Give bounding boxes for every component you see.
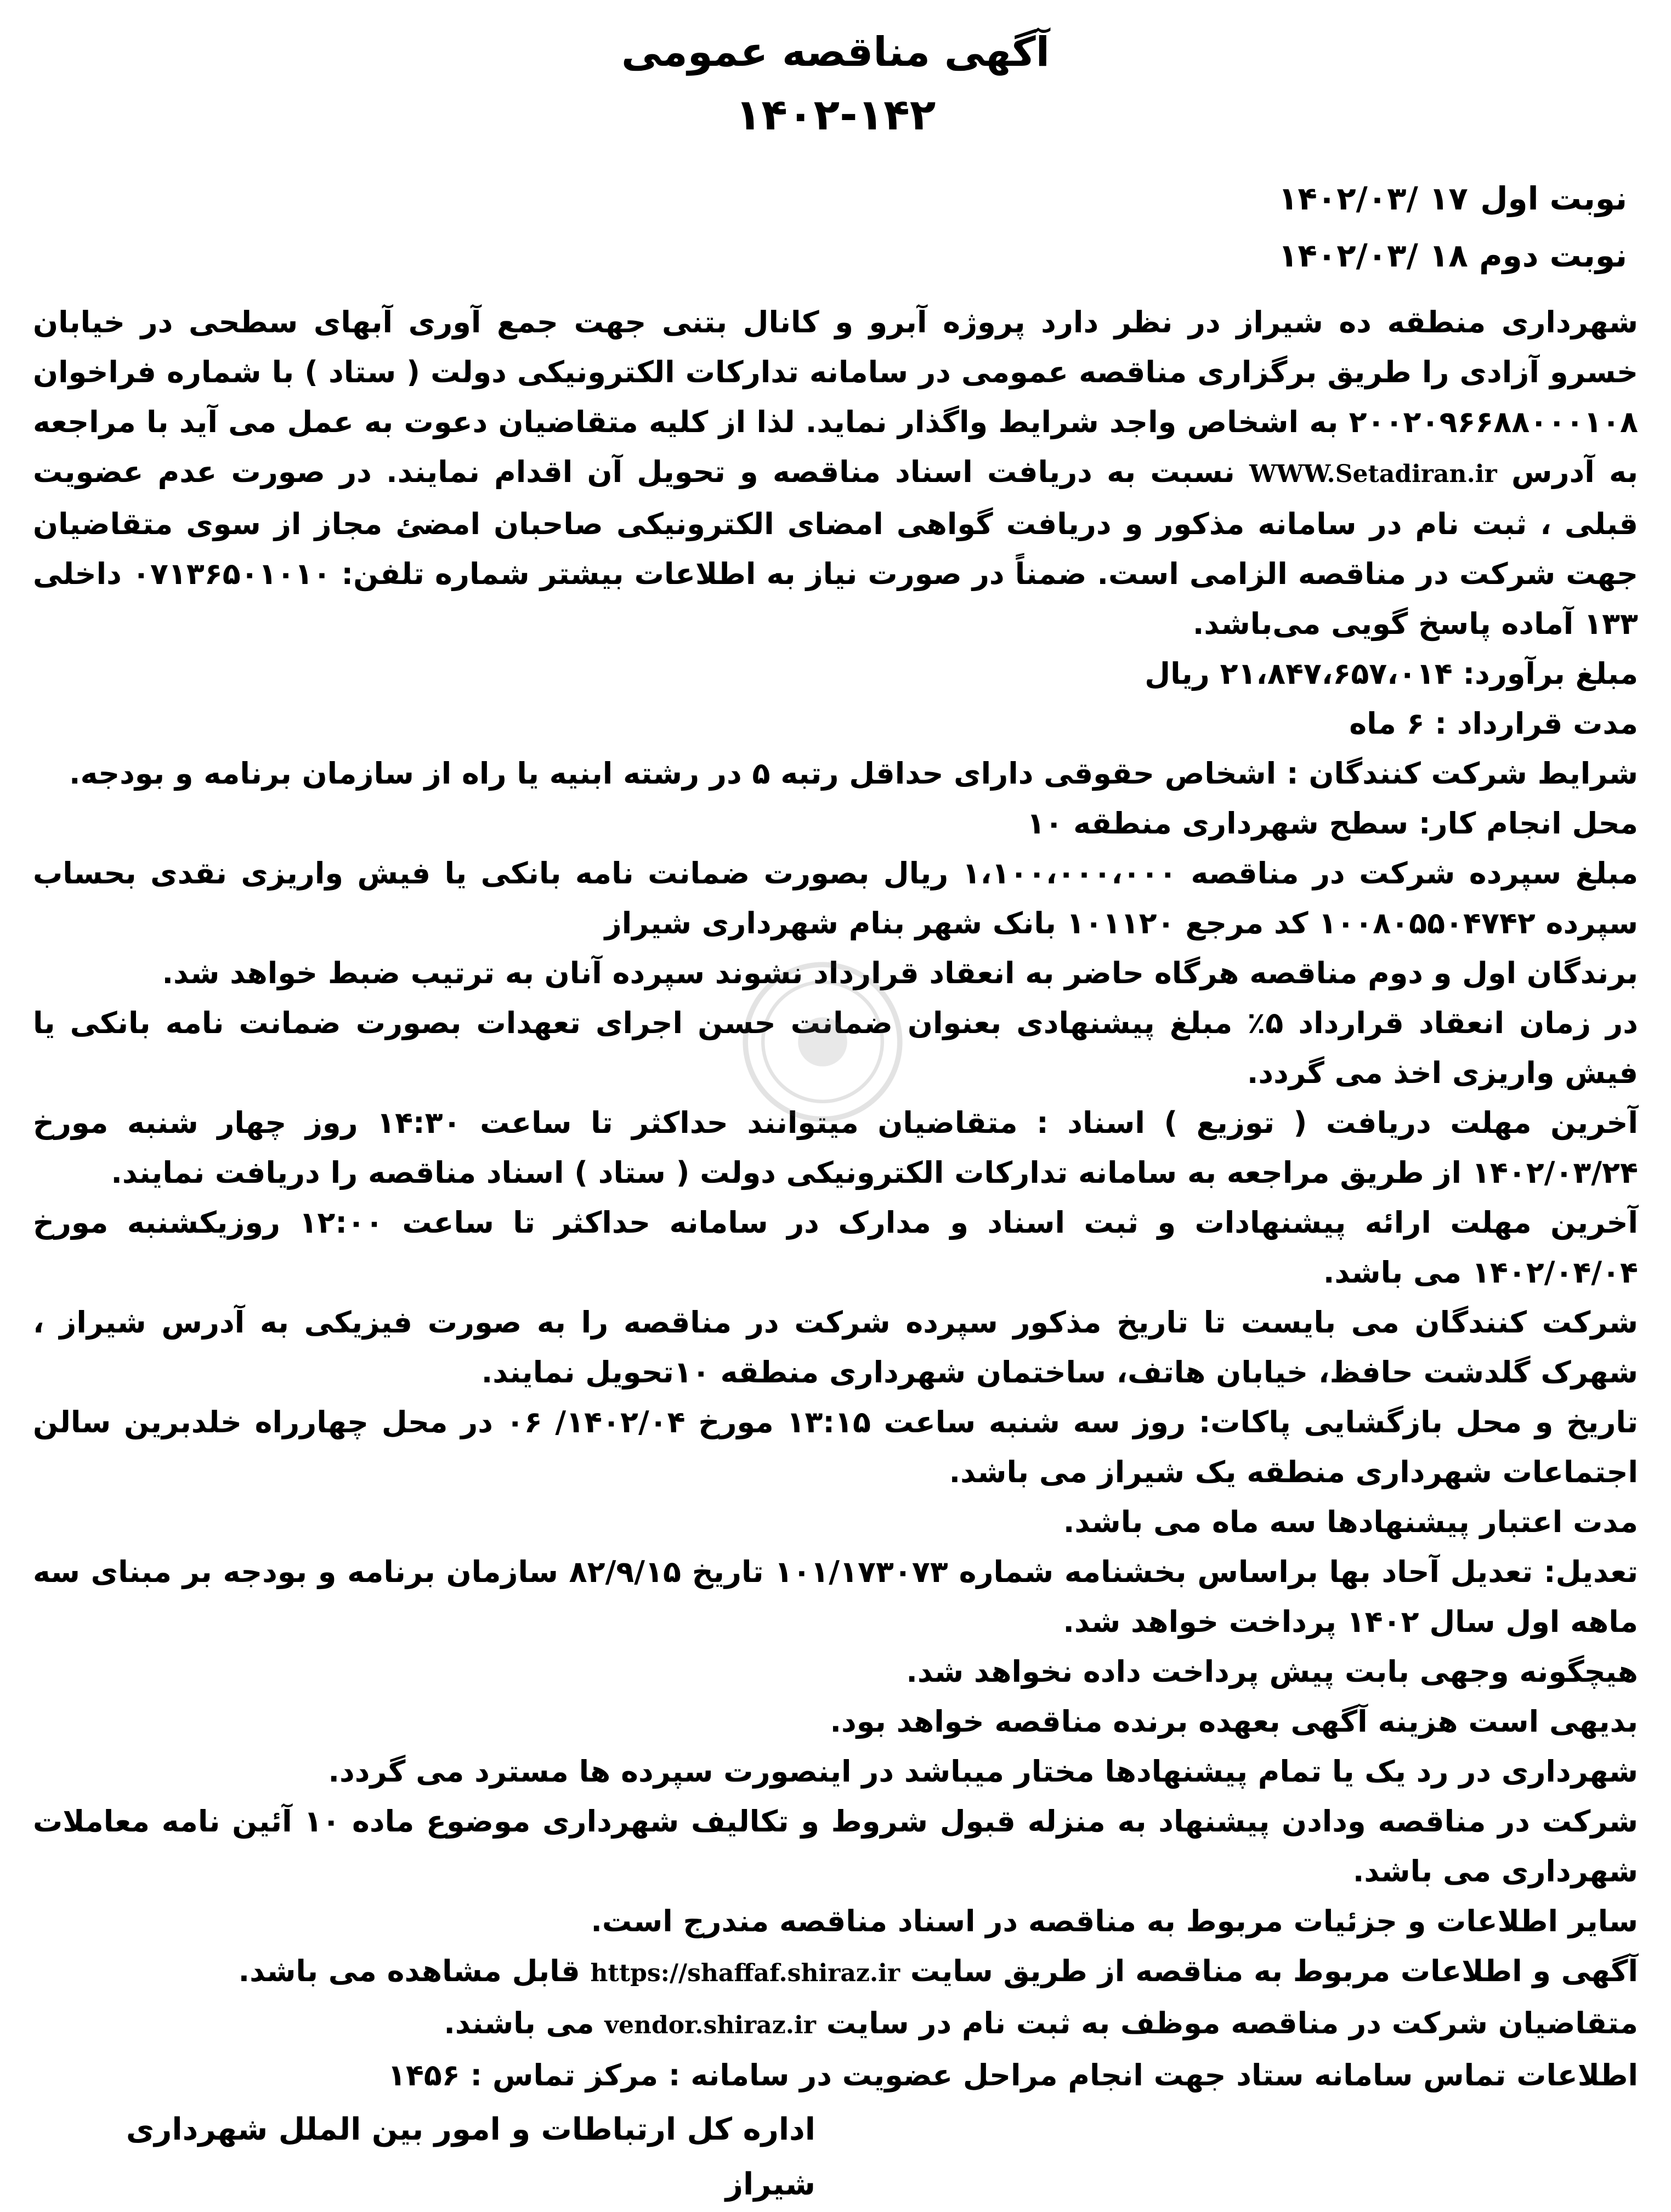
first-publication	[33, 170, 1627, 227]
vendor-line	[33, 1998, 1638, 2050]
acceptance-paragraph: شرکت در مناقصه ودادن پیشنهاد به منزله قبول شروط و تکالیف شهرداری موضوع ماده ۱۰ آئین نامه معاملات شهرداری می باشد.	[33, 1804, 1638, 1888]
vendor-before: متقاضیان شرکت در مناقصه موظف به ثبت نام در سایت	[826, 2006, 1638, 2040]
second-publication	[33, 227, 1627, 284]
intro-part1: شهرداری منطقه ده شیراز در نظر دارد پروژه آبرو و کانال بتنی جهت جمع آوری آبهای سطحی در خیابان خسرو آزادی را طریق برگزاری مناقصه عمومی در سامانه تدارکات الکترونیکی دولت ( ستاد ) با شماره فراخوان ۲۰۰۲۰۹۶۶۸۸۰۰۰۱۰۸ به اشخاص واجد شرایط واگذار نماید. لذا از کلیه متقاضیان دعوت به عمل می آید با مراجعه به آدرس	[33, 305, 1639, 489]
vendor-after: می باشند.	[444, 2006, 594, 2040]
notice-body	[33, 297, 1638, 2100]
rejection-line: شهرداری در رد یک یا تمام پیشنهادها مختار میباشد در اینصورت سپرده ها مسترد می گردد.	[328, 1754, 1638, 1789]
second-publication-label: نوبت دوم	[1479, 237, 1627, 274]
contact-line: اطلاعات تماس سامانه ستاد جهت انجام مراحل عضویت در سامانه : مرکز تماس : ۱۴۵۶	[387, 2058, 1638, 2092]
publication-schedule	[33, 170, 1638, 284]
first-publication-date: ۱۷ /۱۴۰۲/۰۳	[1278, 180, 1468, 217]
signature: اداره کل ارتباطات و امور بین الملل شهرداری شیراز	[126, 2112, 815, 2202]
intro-part2: نسبت به دریافت اسناد مناقصه و تحویل آن اقدام نمایند. در صورت عدم عضویت قبلی ، ثبت نام در سامانه مذکور و دریافت گواهی امضای الکترونیکی صاحبان امضئ مجاز از سوی متقاضیان جهت شرکت در مناقصه الزامی است. ضمناً در صورت نیاز به اطلاعات بیشتر شماره تلفن: ۰۷۱۳۶۵۰۱۰۱۰ داخلی ۱۳۳ آماده پاسخ گویی می‌باشد.	[33, 455, 1638, 641]
tender-number: ۱۴۰۲-۱۴۲	[735, 90, 936, 140]
document-deadline-paragraph: آخرین مهلت دریافت ( توزیع ) اسناد : متقاضیان میتوانند حداکثر تا ساعت ۱۴:۳۰ روز چهار شنبه مورخ ۱۴۰۲/۰۳/۲۴ از طریق مراجعه به سامانه تدارکات الکترونیکی دولت ( ستاد ) اسناد مناقصه را دریافت نمایند.	[33, 1105, 1638, 1190]
shaffaf-line	[33, 1946, 1638, 1998]
ad-cost-line: بدیهی است هزینه آگهی بعهده برنده مناقصه خواهد بود.	[830, 1704, 1638, 1739]
other-info-line: سایر اطلاعات و جزئیات مربوط به مناقصه در اسناد مناقصه مندرج است.	[591, 1904, 1638, 1938]
notice-title: آگهی مناقصه عمومی	[621, 29, 1050, 76]
shaffaf-link[interactable]: https://shaffaf.shiraz.ir	[590, 1959, 900, 1987]
estimate-line: مبلغ برآورد: ۲۱،۸۴۷،۶۵۷،۰۱۴ ریال	[1145, 656, 1638, 691]
opening-paragraph: تاریخ و محل بازگشایی پاکات: روز سه شنبه ساعت ۱۳:۱۵ مورخ ۱۴۰۲/۰۴/ ۰۶ در محل چهارراه خلدبرین سالن اجتماعات شهرداری منطقه یک شیراز می باشد.	[33, 1405, 1638, 1489]
physical-delivery-paragraph: شرکت کنندگان می بایست تا تاریخ مذکور سپرده شرکت در مناقصه را به صورت فیزیکی به آدرس شیراز ، شهرک گلدشت حافظ، خیابان هاتف، ساختمان شهرداری منطقه ۱۰تحویل نمایند.	[33, 1305, 1638, 1389]
tender-notice	[33, 22, 1639, 2202]
vendor-link[interactable]: vendor.shiraz.ir	[604, 2011, 816, 2039]
intro-paragraph	[33, 297, 1638, 649]
setadiran-link[interactable]: WWW.Setadiran.ir	[1249, 460, 1497, 488]
adjustment-paragraph: تعدیل: تعدیل آحاد بها براساس بخشنامه شماره ۱۰۱/۱۷۳۰۷۳ تاریخ ۸۲/۹/۱۵ سازمان برنامه و بودجه بر مبنای سه ماهه اول سال ۱۴۰۲ پرداخت خواهد شد.	[33, 1555, 1638, 1639]
conditions-line: شرایط شرکت کنندگان : اشخاص حقوقی دارای حداقل رتبه ۵ در رشته ابنیه یا راه از سازمان برنامه و بودجه.	[69, 756, 1638, 791]
deposit-paragraph: مبلغ سپرده شرکت در مناقصه ۱،۱۰۰،۰۰۰،۰۰۰ ریال بصورت ضمانت نامه بانکی یا فیش واریزی نقدی بحساب سپرده ۱۰۰۸۰۵۵۰۴۷۴۲ کد مرجع ۱۰۱۱۲۰ بانک شهر بنام شهرداری شیراز	[33, 856, 1638, 940]
forfeit-paragraph: برندگان اول و دوم مناقصه هرگاه حاضر به انعقاد قرارداد نشوند سپرده آنان به ترتیب ضبط خواهد شد.	[162, 956, 1638, 990]
first-publication-label: نوبت اول	[1480, 180, 1627, 217]
location-line: محل انجام کار: سطح شهرداری منطقه ۱۰	[1027, 806, 1638, 841]
duration-line: مدت قرارداد : ۶ ماه	[1349, 706, 1638, 741]
no-prepayment-line: هیچگونه وجهی بابت پیش پرداخت داده نخواهد شد.	[906, 1654, 1638, 1689]
guarantee-paragraph: در زمان انعقاد قرارداد ۵٪ مبلغ پیشنهادی بعنوان ضمانت حسن اجرای تعهدات بصورت ضمانت نامه بانکی یا فیش واریزی اخذ می گردد.	[33, 1006, 1638, 1090]
shaffaf-after: قابل مشاهده می باشد.	[238, 1954, 580, 1988]
shaffaf-before: آگهی و اطلاعات مربوط به مناقصه از طریق سایت	[910, 1954, 1638, 1988]
validity-line: مدت اعتبار پیشنهادها سه ماه می باشد.	[1063, 1505, 1638, 1539]
bid-deadline-paragraph: آخرین مهلت ارائه پیشنهادات و ثبت اسناد و مدارک در سامانه حداکثر تا ساعت ۱۲:۰۰ روزیکشنبه مورخ ۱۴۰۲/۰۴/۰۴ می باشد.	[33, 1205, 1638, 1290]
second-publication-date: ۱۸ /۱۴۰۲/۰۳	[1278, 237, 1468, 274]
